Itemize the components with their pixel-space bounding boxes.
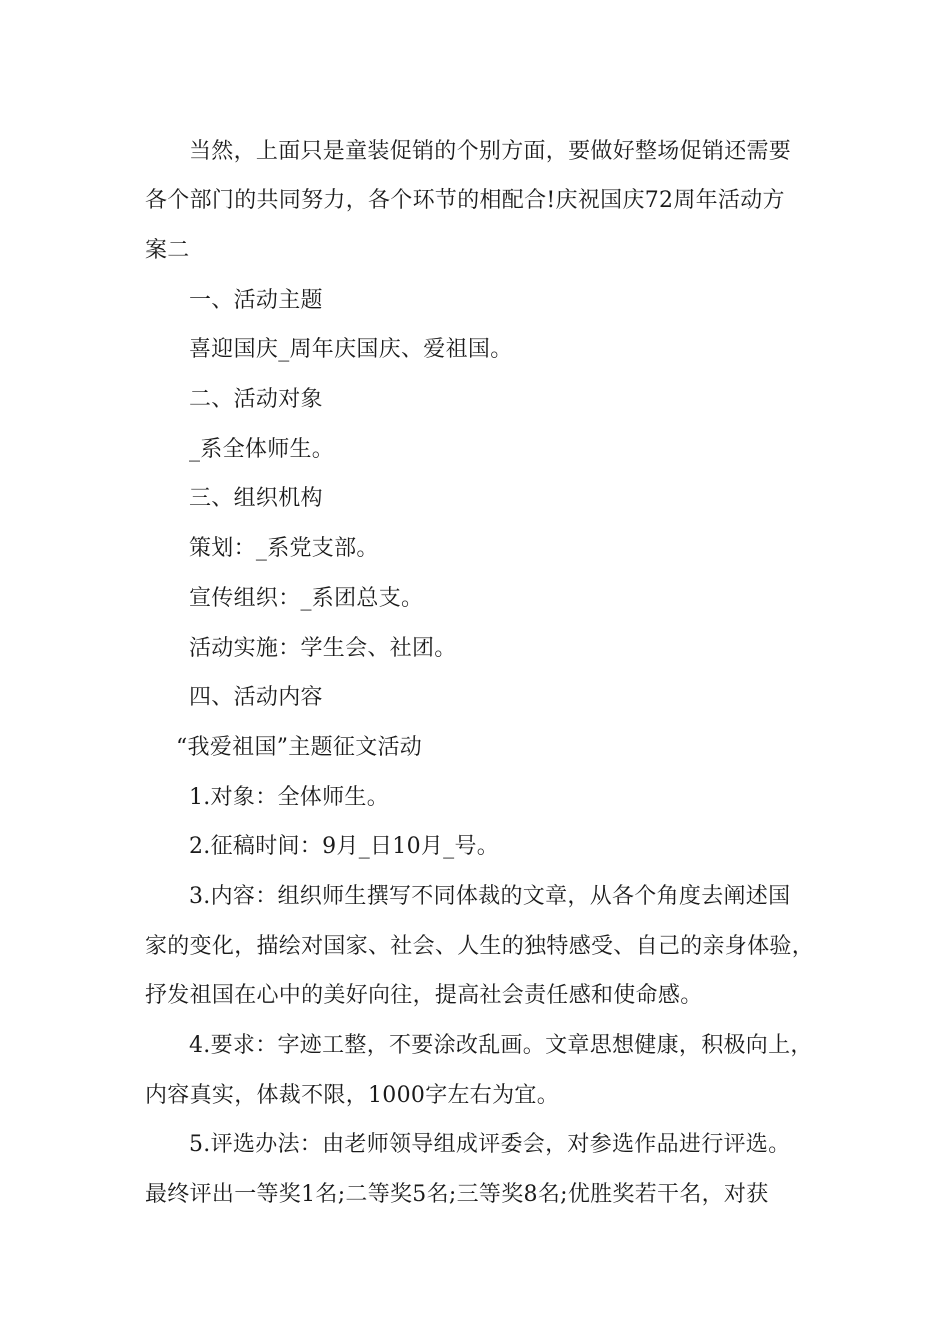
list-item: 4.要求：字迹工整，不要涂改乱画。文章思想健康，积极向上， <box>189 1033 813 1058</box>
paragraph-line: 家的变化，描绘对国家、社会、人生的独特感受、自己的亲身体验， <box>145 934 815 959</box>
paragraph-line: 喜迎国庆_周年庆国庆、爱祖国。 <box>189 337 513 362</box>
list-item: 2.征稿时间：9月_日10月_号。 <box>189 834 500 859</box>
list-item: 1.对象：全体师生。 <box>189 785 389 810</box>
section-heading: 三、组织机构 <box>189 486 323 511</box>
paragraph-line: 宣传组织：_系团总支。 <box>189 586 424 611</box>
section-heading: 一、活动主题 <box>189 288 323 313</box>
paragraph-line: 内容真实，体裁不限，1000字左右为宜。 <box>145 1083 559 1108</box>
paragraph-line: 策划：_系党支部。 <box>189 536 379 561</box>
paragraph-line: _系全体师生。 <box>189 437 335 462</box>
paragraph-line: “我爱祖国”主题征文活动 <box>176 735 423 760</box>
section-heading: 二、活动对象 <box>189 387 323 412</box>
paragraph-line: 抒发祖国在心中的美好向往，提高社会责任感和使命感。 <box>145 983 703 1008</box>
list-item: 3.内容：组织师生撰写不同体裁的文章，从各个角度去阐述国 <box>189 884 791 909</box>
paragraph-line: 案二 <box>145 238 190 263</box>
section-heading: 四、活动内容 <box>189 685 323 710</box>
paragraph-line: 最终评出一等奖1名;二等奖5名;三等奖8名;优胜奖若干名，对获 <box>145 1182 769 1207</box>
paragraph-line: 当然，上面只是童装促销的个别方面，要做好整场促销还需要 <box>189 139 792 164</box>
paragraph-line: 活动实施：学生会、社团。 <box>189 636 457 661</box>
list-item: 5.评选办法：由老师领导组成评委会，对参选作品进行评选。 <box>189 1132 791 1157</box>
paragraph-line: 各个部门的共同努力，各个环节的相配合!庆祝国庆72周年活动方 <box>145 188 785 213</box>
